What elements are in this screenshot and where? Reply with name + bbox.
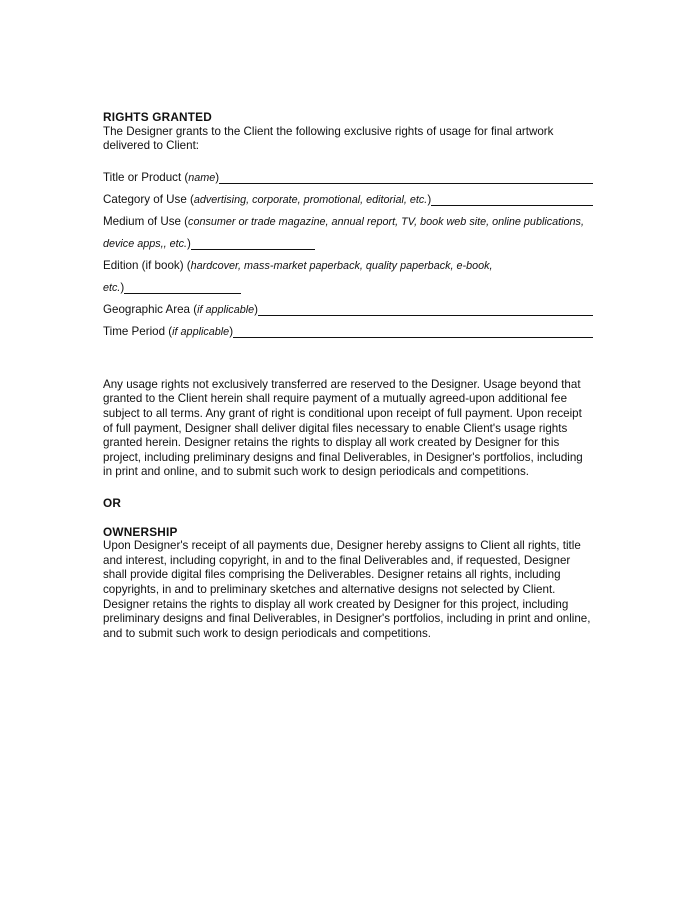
or-separator: OR <box>103 495 122 510</box>
medium-hint-line-1: consumer or trade magazine, annual report, TV, book web site, online publications, <box>188 216 584 229</box>
time-period-label: Time Period ( <box>103 325 173 339</box>
title-label: Title or Product ( <box>103 171 189 185</box>
reserved-rights-paragraph: Any usage rights not exclusively transferred are reserved to the Designer. Usage beyond that granted to the Client herein shall require payment of a mutually agreed-upon additional fee subject to all terms. Any grant of right is conditional upon receipt of full payment. Upon receipt of full payment, Designer shall deliver digital files necessary to enable Client's usage rights granted herein. Designer retains the rights to display all work created by Designer for this project, including preliminary designs and final Deliverables, in Designer's portfolios, including in print and online, and to submit such work to design periodicals and competitions. <box>103 377 583 479</box>
document-content <box>103 110 593 641</box>
edition-blank-line[interactable] <box>124 282 241 294</box>
rights-fields <box>103 164 593 340</box>
geographic-field <box>103 296 593 318</box>
time-period-blank-line[interactable] <box>233 326 593 338</box>
geographic-hint: if applicable <box>197 304 255 317</box>
title-hint: name <box>188 172 216 185</box>
edition-field-continued <box>103 274 593 296</box>
medium-label: Medium of Use ( <box>103 215 189 229</box>
medium-field-continued <box>103 230 593 252</box>
title-field <box>103 164 593 186</box>
rights-granted-heading: RIGHTS GRANTED <box>103 110 212 124</box>
rights-intro: The Designer grants to the Client the following exclusive rights of usage for final artwork delivered to Client: <box>103 124 554 153</box>
medium-close: ) <box>187 237 191 251</box>
category-label: Category of Use ( <box>103 193 194 207</box>
time-period-field <box>103 318 593 340</box>
category-hint: advertising, corporate, promotional, editorial, etc. <box>193 194 428 207</box>
title-close: ) <box>215 171 220 185</box>
geographic-blank-line[interactable] <box>258 304 593 316</box>
geographic-close: ) <box>254 303 258 317</box>
category-blank-line[interactable] <box>431 194 593 206</box>
edition-hint-line-1: hardcover, mass-market paperback, quality paperback, e-book, <box>190 260 493 273</box>
edition-hint-line-2: etc. <box>103 282 121 295</box>
time-period-close: ) <box>229 325 234 339</box>
geographic-label: Geographic Area ( <box>103 303 198 317</box>
time-period-hint: if applicable <box>172 326 230 339</box>
edition-label: Edition (if book) ( <box>103 259 191 273</box>
category-field <box>103 186 593 208</box>
category-close: ) <box>427 193 432 207</box>
edition-close: ) <box>120 281 125 295</box>
medium-blank-line[interactable] <box>191 238 315 250</box>
title-blank-line[interactable] <box>219 172 593 184</box>
medium-hint-line-2: device apps,, etc. <box>103 238 188 251</box>
edition-field <box>103 252 593 274</box>
medium-field <box>103 208 593 230</box>
ownership-paragraph: Upon Designer's receipt of all payments due, Designer hereby assigns to Client all rights, title and interest, including copyright, in and to the final Deliverables and, if requested, Designer shall provide digital files comprising the Deliverables. Designer retains all rights, including copyrights, in and to preliminary sketches and alternative designs not selected by Client. Designer retains the rights to display all work created by Designer for this project, including preliminary designs and final Deliverables, in Designer's portfolios, including in print and online, and to submit such work to design periodicals and competitions. <box>103 539 591 640</box>
ownership-heading: OWNERSHIP <box>103 524 178 539</box>
